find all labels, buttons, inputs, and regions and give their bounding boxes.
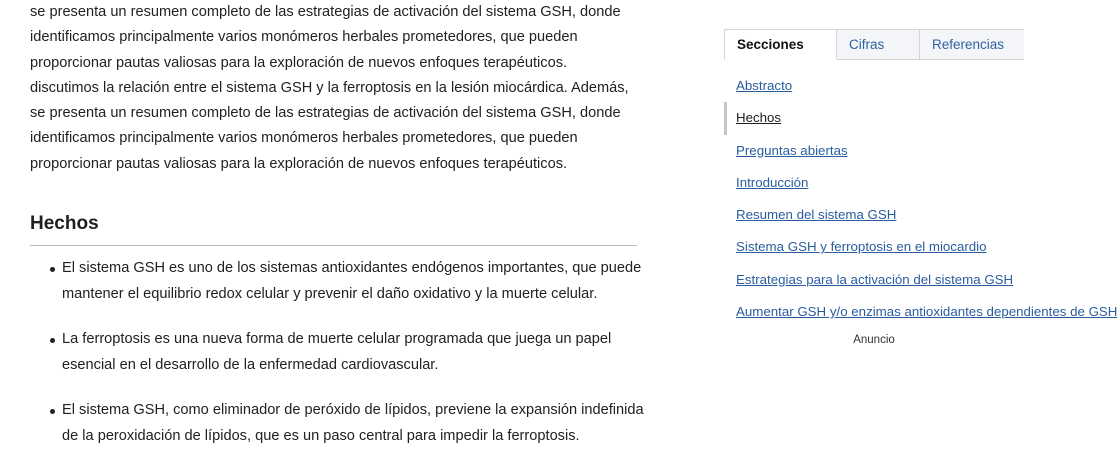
nav-link-gsh-ferroptosis[interactable]: Sistema GSH y ferroptosis en el miocardio (736, 239, 987, 255)
intro-paragraph (30, 0, 640, 177)
nav-link-abstracto[interactable]: Abstracto (736, 78, 793, 93)
fact-item (30, 256, 640, 307)
fact-line: El sistema GSH, como eliminador de peróxido de lípidos, previene la expansión indefinida (62, 402, 644, 419)
nav-link-preguntas-abiertas[interactable]: Preguntas abiertas (736, 142, 848, 158)
nav-link-resumen-gsh[interactable]: Resumen del sistema GSH (736, 207, 897, 223)
paragraph-line: identificamos principalmente varios monómeros herbales prometedores, que pueden (30, 29, 578, 46)
sidebar (724, 29, 1117, 347)
paragraph-line: se presenta un resumen completo de las estrategias de activación del sistema GSH, donde (30, 105, 621, 122)
fact-item (30, 398, 644, 449)
paragraph-line: discutimos la relación entre el sistema GSH y la ferroptosis en la lesión miocárdica. Además, (30, 79, 629, 96)
fact-line: mantener el equilibrio redox celular y prevenir el daño oxidativo y la muerte celular. (62, 285, 598, 302)
ad-label: Anuncio (853, 334, 895, 347)
nav-link-hechos[interactable]: Hechos (724, 102, 1024, 134)
paragraph-line: identificamos principalmente varios monómeros herbales prometedores, que pueden (30, 130, 578, 147)
fact-line: de la peroxidación de lípidos, que es un paso central para impedir la ferroptosis. (62, 427, 580, 444)
paragraph-line: se presenta un resumen completo de las estrategias de activación del sistema GSH, donde (30, 4, 621, 20)
paragraph-line: proporcionar pautas valiosas para la exploración de nuevos enfoques terapéuticos. (30, 155, 568, 172)
nav-link-estrategias[interactable]: Estrategias para la activación del sistema GSH (736, 271, 1014, 287)
section-nav (724, 70, 1117, 328)
section-heading-hechos: Hechos (30, 211, 637, 246)
tab-referencias[interactable]: Referencias (920, 29, 1024, 60)
tab-secciones[interactable]: Secciones (724, 29, 837, 60)
tab-cifras[interactable]: Cifras (837, 29, 920, 60)
sidebar-tabs (724, 29, 1024, 60)
fact-line: El sistema GSH es uno de los sistemas antioxidantes endógenos importantes, que puede (62, 260, 642, 277)
fact-line: esencial en el desarrollo de la enfermedad cardiovascular. (62, 356, 439, 373)
fact-item (30, 327, 640, 378)
nav-link-aumentar-gsh[interactable]: Aumentar GSH y/o enzimas antioxidantes dependientes de GSH (736, 304, 1117, 320)
fact-line: La ferroptosis es una nueva forma de muerte celular programada que juega un papel (62, 331, 612, 348)
article-content (30, 0, 644, 469)
paragraph-line: proporcionar pautas valiosas para la exploración de nuevos enfoques terapéuticos. (30, 54, 568, 71)
nav-link-introduccion[interactable]: Introducción (736, 174, 809, 190)
facts-list (30, 256, 644, 449)
